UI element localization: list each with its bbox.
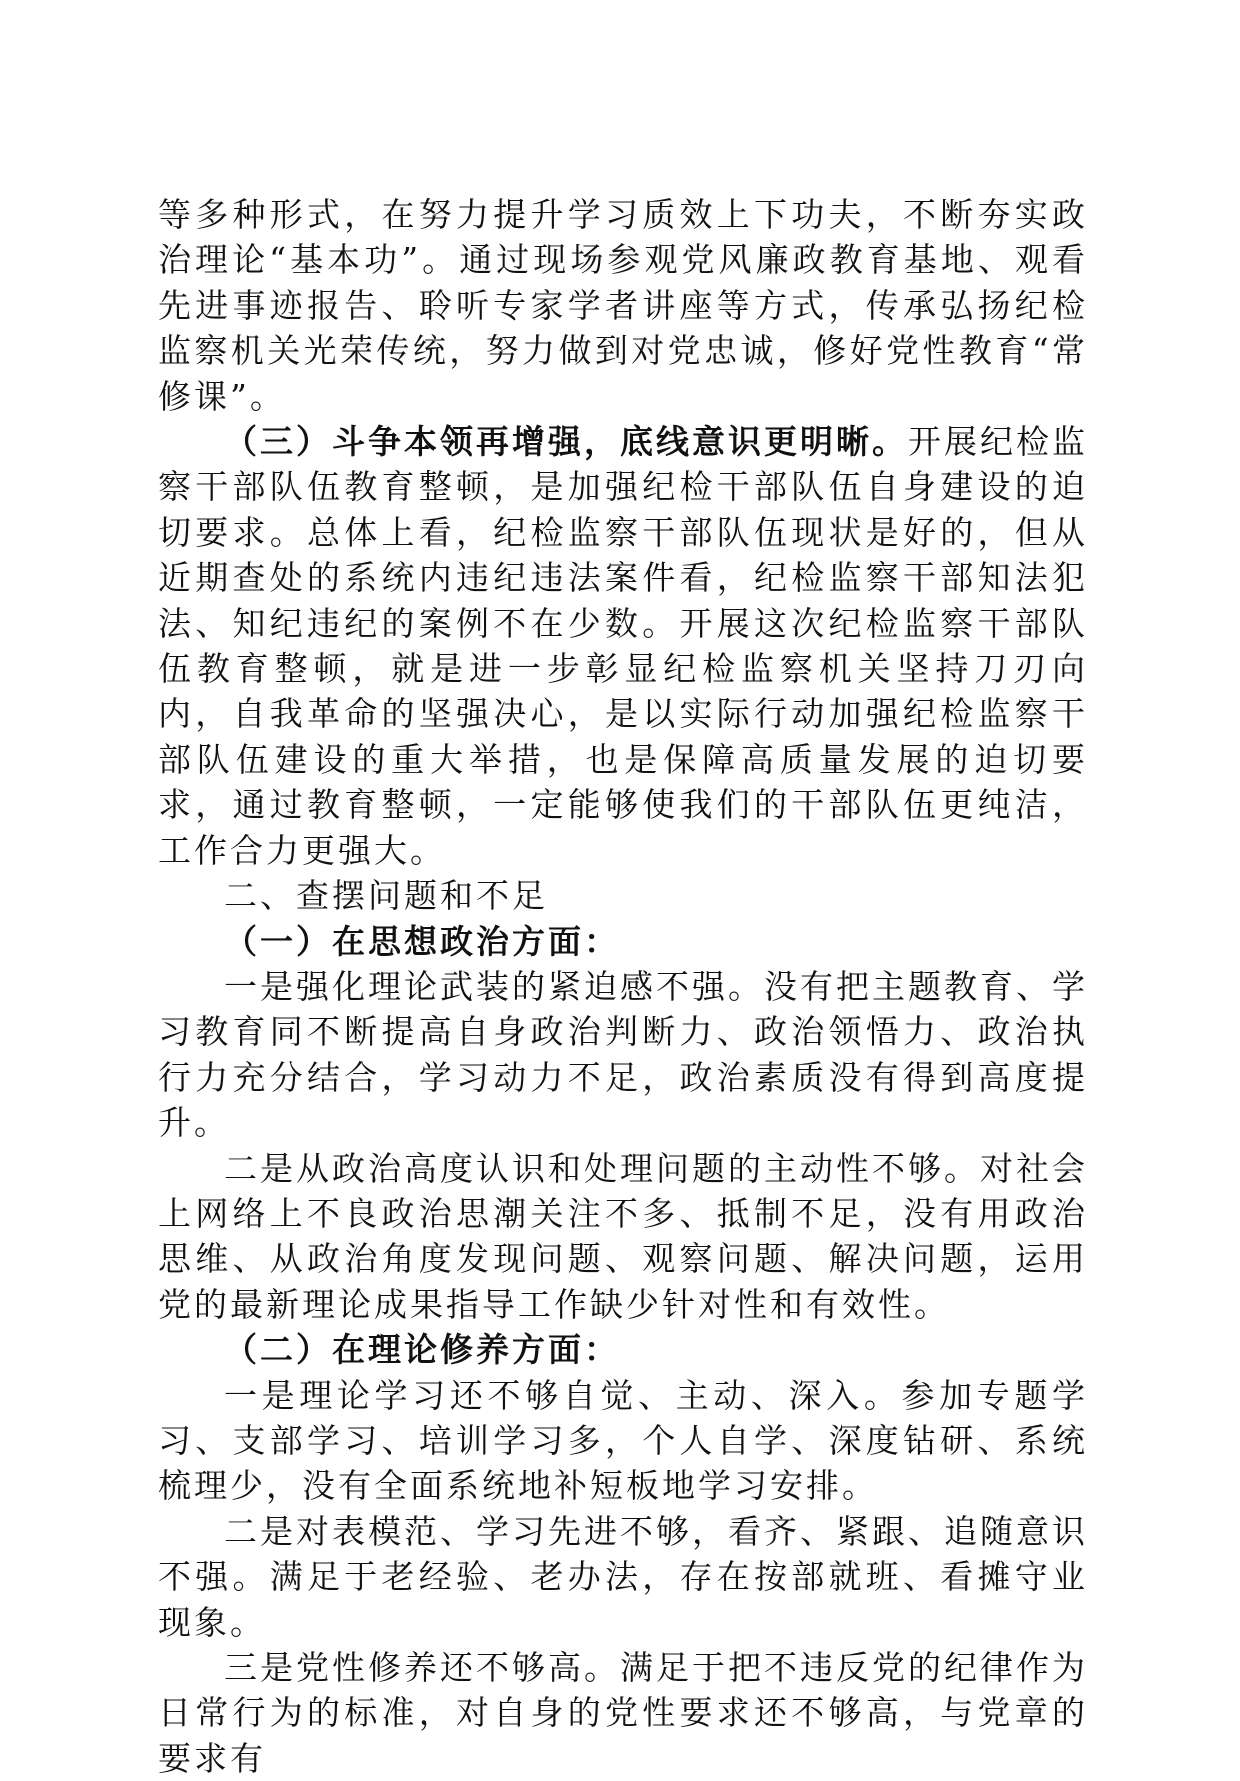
paragraph-theory-2: 二是对表模范、学习先进不够，看齐、紧跟、追随意识不强。满足于老经验、老办法，存在按部就班、看摊守业现象。 bbox=[158, 1511, 1088, 1642]
paragraph-ideology-1: 一是强化理论武装的紧迫感不强。没有把主题教育、学习教育同不断提高自身政治判断力、政治领悟力、政治执行力充分结合，学习动力不足，政治素质没有得到高度提升。 bbox=[158, 966, 1088, 1143]
paragraph-theory-3: 三是党性修养还不够高。满足于把不违反党的纪律作为日常行为的标准，对自身的党性要求还不够高，与党章的要求有 bbox=[158, 1648, 1088, 1778]
paragraph-body: 开展纪检监察干部队伍教育整顿，是加强纪检干部队伍自身建设的迫切要求。总体上看，纪检监察干部队伍现状是好的，但从近期查处的系统内违纪违法案件看，纪检监察干部知法犯法、知纪违纪的案例不在少数。开展这次纪检监察干部队伍教育整顿，就是进一步彰显纪检监察机关坚持刀刃向内，自我革命的坚强决心，是以实际行动加强纪检监察干部队伍建设的重大举措，也是保障高质量发展的迫切要求，通过教育整顿，一定能够使我们的干部队伍更纯洁，工作合力更强大。 bbox=[158, 422, 1088, 870]
document-body bbox=[158, 192, 1088, 1781]
paragraph-continuation: 等多种形式，在努力提升学习质效上下功夫，不断夯实政治理论“基本功”。通过现场参观党风廉政教育基地、观看先进事迹报告、聆听专家学者讲座等方式，传承弘扬纪检监察机关光荣传统，努力做到对党忠诚，修好党性教育“常修课”。 bbox=[158, 195, 1088, 416]
subsection-title-theory: （二）在理论修养方面： bbox=[224, 1330, 620, 1370]
subsection-title-ideology: （一）在思想政治方面： bbox=[224, 921, 620, 961]
paragraph-ideology-2: 二是从政治高度认识和处理问题的主动性不够。对社会上网络上不良政治思潮关注不多、抵制不足，没有用政治思维、从政治角度发现问题、观察问题、解决问题，运用党的最新理论成果指导工作缺少针对性和有效性。 bbox=[158, 1148, 1088, 1324]
paragraph-lead-heading: （三）斗争本领再增强，底线意识更明晰。 bbox=[224, 422, 908, 462]
paragraph-struggle-ability bbox=[158, 419, 1088, 873]
paragraph-theory-1: 一是理论学习还不够自觉、主动、深入。参加专题学习、支部学习、培训学习多，个人自学、深度钻研、系统梳理少，没有全面系统地补短板地学习安排。 bbox=[158, 1375, 1088, 1506]
section-heading-problems: 二、查摆问题和不足 bbox=[224, 876, 548, 916]
